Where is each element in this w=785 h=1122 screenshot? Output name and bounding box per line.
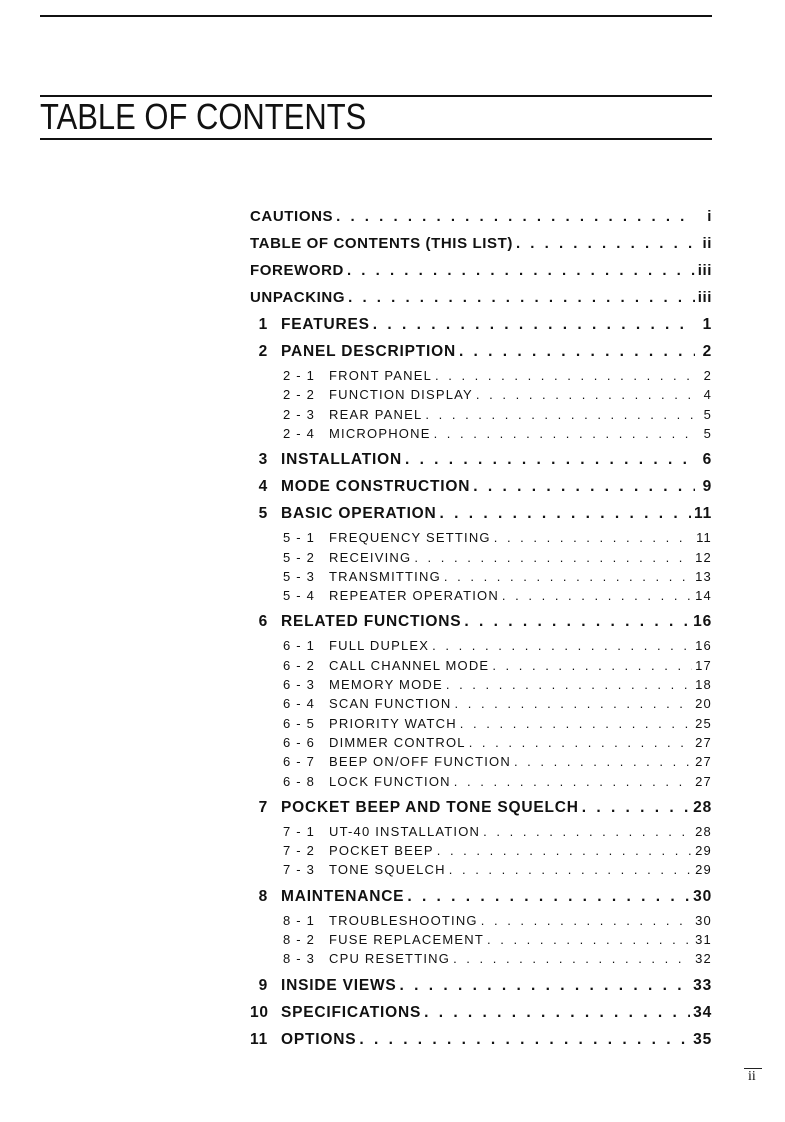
toc-entry-number: 6 xyxy=(258,613,268,631)
toc-entry xyxy=(250,613,712,637)
toc-entry xyxy=(250,235,712,259)
toc-entry-label: CPU RESETTING xyxy=(329,951,451,967)
toc-entry-number: 6 - 2 xyxy=(283,657,316,673)
toc-subentry xyxy=(250,426,712,445)
toc-entry-number: 2 - 3 xyxy=(283,406,316,422)
toc-entry-page: 29 xyxy=(695,862,712,878)
toc-entry-page: i xyxy=(707,208,712,225)
toc-entry-label: TABLE OF CONTENTS (THIS LIST) xyxy=(250,235,513,252)
dot-leader xyxy=(476,387,695,402)
toc-entry-number: 2 - 4 xyxy=(283,425,316,441)
toc-entry-page: ii xyxy=(702,235,712,252)
toc-entry-page: 32 xyxy=(695,951,712,967)
dot-leader xyxy=(444,569,692,584)
dot-leader xyxy=(455,696,693,711)
dot-leader xyxy=(440,505,691,523)
toc-entry-number: 6 - 3 xyxy=(283,677,316,692)
toc-entry xyxy=(250,478,712,502)
toc-entry-page: 30 xyxy=(695,912,712,928)
toc-subentry xyxy=(250,407,712,426)
toc-entry-page: 28 xyxy=(695,823,712,839)
toc-subentry xyxy=(250,677,712,696)
toc-entry-page: 11 xyxy=(696,530,712,546)
toc-subentry xyxy=(250,862,712,881)
dot-leader xyxy=(336,208,695,225)
dot-leader xyxy=(514,754,692,769)
toc-entry xyxy=(250,289,712,313)
toc-entry-label: UNPACKING xyxy=(250,289,346,306)
toc-entry-label: TRANSMITTING xyxy=(329,568,441,584)
toc-entry-number: 9 xyxy=(258,976,268,994)
dot-leader xyxy=(414,550,692,565)
toc-subentry xyxy=(250,774,712,793)
toc-subentry xyxy=(250,824,712,843)
toc-entry-label: PANEL DESCRIPTION xyxy=(281,343,456,360)
toc-subentry xyxy=(250,716,712,735)
toc-entry xyxy=(250,262,712,286)
dot-leader xyxy=(446,677,692,692)
toc-entry-label: MEMORY MODE xyxy=(329,677,443,692)
toc-entry-page: iii xyxy=(697,262,712,279)
toc-entry-label: POCKET BEEP AND TONE SQUELCH xyxy=(281,798,579,816)
dot-leader xyxy=(494,530,693,545)
toc-entry-page: 14 xyxy=(695,588,712,604)
toc-entry-label: REAR PANEL xyxy=(329,406,423,422)
toc-entry-number: 5 - 2 xyxy=(283,549,316,565)
toc-entry-page: 25 xyxy=(695,715,712,731)
toc-entry-number: 5 - 3 xyxy=(283,568,316,584)
toc-entry xyxy=(250,316,712,340)
toc-entry-page: 2 xyxy=(702,343,712,360)
top-rule xyxy=(40,15,712,17)
toc-subentry xyxy=(250,550,712,569)
dot-leader xyxy=(400,977,691,995)
toc-entry-label: BEEP ON/OFF FUNCTION xyxy=(329,754,511,770)
toc-entry-label: MODE CONSTRUCTION xyxy=(281,478,471,496)
toc-entry-label: INSTALLATION xyxy=(281,451,402,469)
dot-leader xyxy=(502,588,692,603)
toc-subentry xyxy=(250,735,712,754)
toc-entry-label: FULL DUPLEX xyxy=(329,638,430,654)
toc-entry-label: MICROPHONE xyxy=(329,425,431,441)
toc-entry-page: 30 xyxy=(693,887,712,905)
toc-entry-page: 28 xyxy=(693,798,712,816)
toc-entry-label: RECEIVING xyxy=(329,549,412,565)
dot-leader xyxy=(582,799,690,817)
toc-entry-label: TONE SQUELCH xyxy=(329,862,446,878)
toc-entry-number: 7 - 2 xyxy=(283,843,316,859)
toc-entry-page: 9 xyxy=(702,478,712,496)
toc-entry xyxy=(250,977,712,1001)
toc-entry-label: FREQUENCY SETTING xyxy=(329,530,491,546)
toc-entry-number: 6 - 1 xyxy=(283,638,316,654)
toc-subentry xyxy=(250,696,712,715)
toc-subentry xyxy=(250,843,712,862)
dot-leader xyxy=(464,613,690,631)
toc-entry-label: LOCK FUNCTION xyxy=(329,773,451,789)
toc-entry-label: SCAN FUNCTION xyxy=(329,696,452,712)
toc-entry-page: 12 xyxy=(695,549,712,565)
toc-entry-page: 17 xyxy=(695,657,712,673)
dot-leader xyxy=(348,289,695,306)
toc-entry-number: 2 xyxy=(258,343,268,360)
toc-entry-number: 2 - 1 xyxy=(283,368,316,383)
toc-entry-page: 4 xyxy=(703,387,712,403)
toc-entry-number: 8 - 1 xyxy=(283,912,316,928)
dot-leader xyxy=(483,824,692,839)
toc-subentry xyxy=(250,951,712,970)
toc-entry-number: 4 xyxy=(258,478,268,496)
toc-entry-number: 8 - 2 xyxy=(283,932,316,947)
toc-entry-number: 1 xyxy=(258,316,268,333)
toc-entry xyxy=(250,799,712,823)
dot-leader xyxy=(405,451,695,469)
toc-entry-number: 6 - 8 xyxy=(283,773,316,789)
dot-leader xyxy=(460,716,692,731)
title-bottom-rule xyxy=(40,138,712,140)
page-number: ii xyxy=(744,1068,762,1085)
toc-subentry xyxy=(250,932,712,951)
toc-entry xyxy=(250,208,712,232)
toc-entry-label: OPTIONS xyxy=(281,1030,357,1048)
toc-entry-label: CALL CHANNEL MODE xyxy=(329,657,490,673)
toc-entry-page: 18 xyxy=(695,677,712,692)
toc-entry-number: 10 xyxy=(250,1003,269,1021)
toc-subentry xyxy=(250,913,712,932)
toc-subentry xyxy=(250,569,712,588)
toc-entry-page: 31 xyxy=(695,932,712,947)
dot-leader xyxy=(516,235,695,252)
toc-entry xyxy=(250,505,712,529)
dot-leader xyxy=(347,262,695,279)
toc-subentry xyxy=(250,387,712,406)
toc-entry-label: FOREWORD xyxy=(250,262,344,279)
toc-entry-label: TROUBLESHOOTING xyxy=(329,912,478,928)
toc-entry-label: INSIDE VIEWS xyxy=(281,976,397,994)
toc-entry-number: 7 - 1 xyxy=(283,823,316,839)
toc-entry-page: 13 xyxy=(695,568,712,584)
dot-leader xyxy=(453,951,692,966)
toc-subentry xyxy=(250,658,712,677)
toc-entry-label: REPEATER OPERATION xyxy=(329,588,499,604)
toc-entry-number: 6 - 7 xyxy=(283,754,316,770)
toc-entry-number: 2 - 2 xyxy=(283,387,316,403)
dot-leader xyxy=(407,888,690,906)
toc-entry-number: 6 - 6 xyxy=(283,734,316,750)
toc-entry-number: 5 - 1 xyxy=(283,530,316,546)
toc-entry-page: 6 xyxy=(702,451,712,469)
dot-leader xyxy=(492,658,692,673)
dot-leader xyxy=(481,913,692,928)
toc-entry xyxy=(250,451,712,475)
toc-entry-label: FUSE REPLACEMENT xyxy=(329,932,485,947)
toc-entry-label: FUNCTION DISPLAY xyxy=(329,387,473,403)
toc-entry-page: 35 xyxy=(693,1030,712,1048)
toc-entry-page: 33 xyxy=(693,976,712,994)
toc-entry-label: FEATURES xyxy=(281,316,370,333)
toc-entry-page: 27 xyxy=(695,773,712,789)
dot-leader xyxy=(469,735,692,750)
toc-entry-number: 5 - 4 xyxy=(283,588,316,604)
toc-entry-label: UT-40 INSTALLATION xyxy=(329,823,481,839)
toc-entry-page: 29 xyxy=(695,843,712,859)
toc-entry-number: 7 xyxy=(258,798,268,816)
toc-entry-page: 34 xyxy=(693,1003,712,1021)
dot-leader xyxy=(473,478,695,496)
toc-entry xyxy=(250,888,712,912)
toc-subentry xyxy=(250,588,712,607)
toc-entry-number: 8 - 3 xyxy=(283,951,316,967)
toc-entry-page: 5 xyxy=(703,425,712,441)
toc-entry-page: 27 xyxy=(695,734,712,750)
dot-leader xyxy=(359,1031,690,1049)
toc-entry-label: DIMMER CONTROL xyxy=(329,734,466,750)
toc-subentry xyxy=(250,754,712,773)
toc-entry-number: 11 xyxy=(250,1030,268,1048)
dot-leader xyxy=(435,368,695,383)
dot-leader xyxy=(424,1004,690,1022)
toc-entry-number: 6 - 5 xyxy=(283,715,316,731)
dot-leader xyxy=(437,843,692,858)
toc-entry-label: FRONT PANEL xyxy=(329,368,433,383)
toc-entry-label: BASIC OPERATION xyxy=(281,505,437,523)
toc-entry-page: 1 xyxy=(702,316,712,333)
toc-entry-number: 7 - 3 xyxy=(283,862,316,878)
toc-entry xyxy=(250,1004,712,1028)
dot-leader xyxy=(434,426,695,441)
toc-entry xyxy=(250,343,712,367)
dot-leader xyxy=(454,774,692,789)
toc-entry-number: 3 xyxy=(258,451,268,469)
toc-entry-number: 5 xyxy=(258,505,268,523)
toc-entry-page: 27 xyxy=(695,754,712,770)
toc-entry-page: 11 xyxy=(694,505,712,523)
toc-subentry xyxy=(250,638,712,657)
dot-leader xyxy=(373,316,695,334)
toc-entry-page: 2 xyxy=(703,368,712,383)
toc-entry xyxy=(250,1031,712,1055)
toc-entry-label: PRIORITY WATCH xyxy=(329,715,457,731)
toc-entry-number: 6 - 4 xyxy=(283,696,316,712)
dot-leader xyxy=(459,343,695,361)
toc-entry-label: MAINTENANCE xyxy=(281,887,405,905)
toc-entry-label: SPECIFICATIONS xyxy=(281,1003,422,1021)
dot-leader xyxy=(432,638,692,653)
toc-entry-page: 20 xyxy=(695,696,712,712)
toc-entry-page: iii xyxy=(697,289,712,306)
toc-entry-label: POCKET BEEP xyxy=(329,843,434,859)
toc-entry-page: 16 xyxy=(695,638,712,654)
toc-entry-page: 16 xyxy=(693,613,712,631)
toc-entry-page: 5 xyxy=(703,406,712,422)
dot-leader xyxy=(487,932,692,947)
toc-entry-label: RELATED FUNCTIONS xyxy=(281,613,462,631)
toc-entry-number: 8 xyxy=(258,887,268,905)
dot-leader xyxy=(425,407,695,422)
toc-entry-label: CAUTIONS xyxy=(250,208,334,225)
toc-subentry xyxy=(250,530,712,549)
toc-subentry xyxy=(250,368,712,387)
dot-leader xyxy=(449,862,692,877)
page-title: TABLE OF CONTENTS xyxy=(40,96,367,137)
